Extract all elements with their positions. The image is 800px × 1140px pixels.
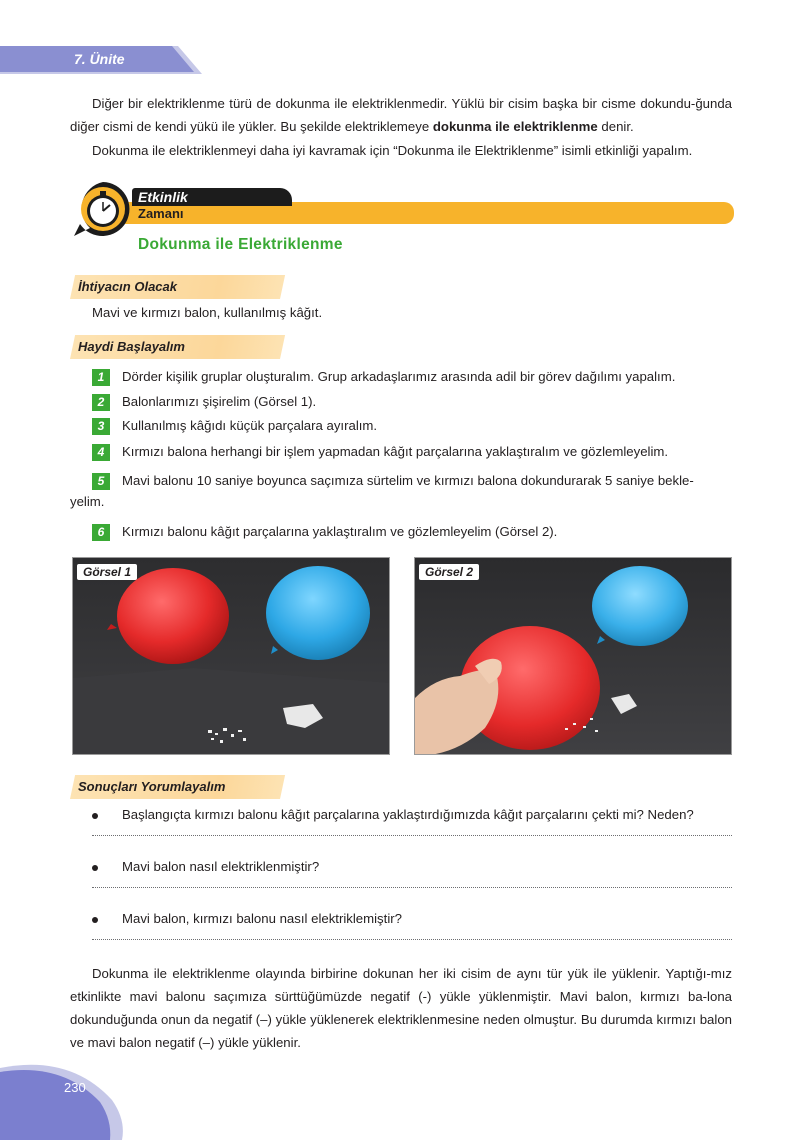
activity-title: Dokunma ile Elektriklenme [138,236,343,253]
unit-label: 7. Ünite [74,51,125,67]
needs-label-text: İhtiyacın Olacak [78,279,177,294]
step-text: Kırmızı balona herhangi bir işlem yapmadan kâğıt parçalarına yaklaştıralım ve gözlemleyelim. [122,444,669,459]
question-text: Mavi balon, kırmızı balonu nasıl elektriklemiştir? [122,911,402,926]
step-number: 5 [92,473,110,490]
step-text: Balonlarımızı şişirelim (Görsel 1). [122,394,317,409]
step-number: 1 [92,369,110,386]
figure-2-label: Görsel 2 [419,564,479,580]
step-number: 2 [92,394,110,411]
step-text: Dörder kişilik gruplar oluşturalım. Grup arkadaşlarımız arasında adil bir görev dağılımı yapalım. [122,369,676,384]
balloons-hand-illustration [415,558,732,755]
question-text: Mavi balon nasıl elektriklenmiştir? [122,859,320,874]
needs-label [70,275,280,299]
question-text: Başlangıçta kırmızı balonu kâğıt parçalarına yaklaştırdığımızda kâğıt parçalarını çekti mi? Neden? [122,807,694,822]
intro-paragraph-2 [70,139,732,162]
balloons-illustration [73,558,390,755]
etkinlik-label: Etkinlik [138,189,188,205]
step-number: 6 [92,524,110,541]
start-label-text: Haydi Başlayalım [78,339,185,354]
bullet-icon [92,917,98,923]
bullet-icon [92,865,98,871]
answer-line-2[interactable] [92,886,732,888]
step-number: 3 [92,418,110,435]
zamani-label: Zamanı [138,206,184,221]
step-text: Kırmızı balonu kâğıt parçalarına yaklaştıralım ve gözlemleyelim (Görsel 2). [122,524,558,539]
intro-text-b: denir. [597,119,634,134]
needs-text: Mavi ve kırmızı balon, kullanılmış kâğıt. [92,305,323,320]
step-text: Kullanılmış kâğıdı küçük parçalara ayıralım. [122,418,378,433]
step-number: 4 [92,444,110,461]
conclusion-text: Dokunma ile elektriklenme olayında birbirine dokunan her iki cisim de aynı tür yük ile yüklenir. Yaptığı-mız etkinlikte mavi balonu saçımıza sürttüğümüzde negatif (-) yükle yüklenmiştir. Mavi balon, kırmızı ba-lona dokunduğunda onun da negatif (–) yükle yüklenerek elektriklenmesine neden olmuştur. Bu durumda kırmızı balon ve mavi balon negatif (–) yükle yüklenir. [70,966,732,1050]
intro-bold-term: dokunma ile elektriklenme [432,119,598,134]
answer-line-1[interactable] [92,834,732,836]
page-number: 230 [64,1080,86,1095]
bullet-icon [92,813,98,819]
figure-1-label: Görsel 1 [77,564,137,580]
intro-text-a: Diğer bir elektriklenme türü de dokunma ile elektriklenmedir. Yüklü bir cisim başka bir cisme dokundu-ğunda diğer cismi de kendi yükü ile yükler. Bu şekilde elektriklemeye [70,96,732,134]
stopwatch-icon [72,178,134,240]
page-corner-shape [0,1060,130,1140]
intro-paragraph-1 [70,92,732,138]
figure-1-photo [72,557,390,755]
results-label [70,775,280,799]
results-label-text: Sonuçları Yorumlayalım [78,779,226,794]
step-5-continuation: yelim. [70,494,105,509]
intro-text-2: Dokunma ile elektriklenmeyi daha iyi kavramak için “Dokunma ile Elektriklenme” isimli etkinliği yapalım. [92,143,693,158]
answer-line-3[interactable] [92,938,732,940]
step-text: Mavi balonu 10 saniye boyunca saçımıza sürtelim ve kırmızı balona dokundurarak 5 saniye bekle- [122,473,694,488]
start-label [70,335,280,359]
figure-2-photo [414,557,732,755]
unit-banner [0,46,200,74]
conclusion-paragraph [70,962,732,1054]
